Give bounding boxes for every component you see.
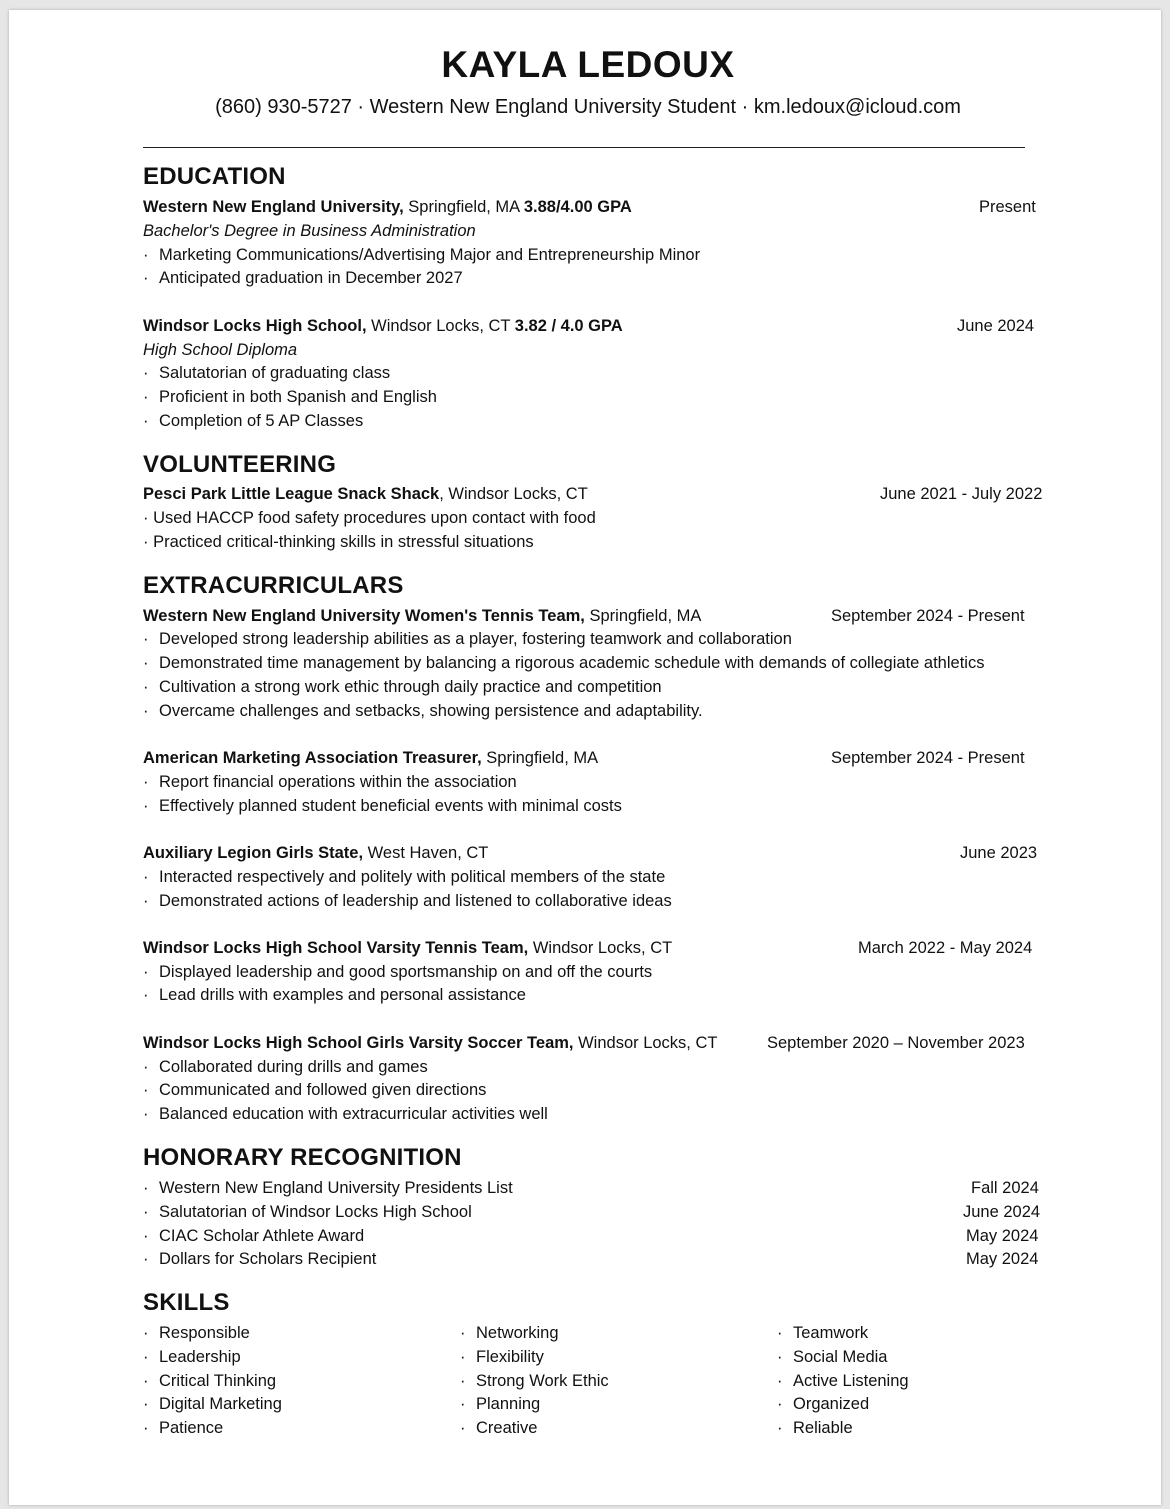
degree: Bachelor's Degree in Business Administration: [143, 222, 476, 240]
activity-org: Windsor Locks High School Varsity Tennis Team,: [143, 939, 529, 957]
bullet-icon: ·: [143, 1395, 149, 1413]
list-item: Proficient in both Spanish and English: [159, 388, 437, 406]
volunteering-heading: VOLUNTEERING: [143, 451, 337, 478]
skill-item: Teamwork: [793, 1324, 869, 1342]
skill-item: Active Listening: [793, 1372, 909, 1390]
skill-item: Networking: [476, 1324, 559, 1342]
honor-item: Salutatorian of Windsor Locks High School: [159, 1203, 472, 1221]
bullet-icon: ·: [143, 1081, 149, 1099]
bullet-icon: ·: [143, 630, 149, 648]
honor-item: Dollars for Scholars Recipient: [159, 1250, 377, 1268]
honor-item: Western New England University Presidents List: [159, 1179, 513, 1197]
skill-item: Critical Thinking: [159, 1372, 277, 1390]
bullet-icon: ·: [143, 269, 149, 287]
bullet-icon: ·: [143, 1105, 149, 1123]
bullet-icon: ·: [143, 1179, 149, 1197]
list-item: Completion of 5 AP Classes: [159, 412, 364, 430]
bullet-icon: ·: [777, 1348, 783, 1366]
school-name: Western New England University,: [143, 198, 404, 216]
bullet-icon: ·: [460, 1372, 466, 1390]
honor-item: CIAC Scholar Athlete Award: [159, 1227, 365, 1245]
activity-location: Windsor Locks, CT: [573, 1034, 718, 1052]
list-item: Cultivation a strong work ethic through daily practice and competition: [159, 678, 662, 696]
volunteer-org: Pesci Park Little League Snack Shack: [143, 485, 440, 503]
skill-item: Responsible: [159, 1324, 250, 1342]
bullet-icon: ·: [143, 773, 149, 791]
activity-date: June 2023: [960, 844, 1038, 862]
skill-item: Creative: [476, 1419, 538, 1437]
list-item: Demonstrated time management by balancing a rigorous academic schedule with demands of collegiate athletics: [159, 654, 985, 672]
activity-org: Western New England University Women's Tennis Team,: [143, 607, 585, 625]
list-item: · Practiced critical-thinking skills in stressful situations: [143, 533, 534, 551]
bullet-icon: ·: [143, 1372, 149, 1390]
bullet-icon: ·: [143, 1203, 149, 1221]
skills-heading: SKILLS: [143, 1289, 230, 1316]
bullet-icon: ·: [460, 1348, 466, 1366]
honor-date: May 2024: [966, 1227, 1039, 1245]
skill-item: Planning: [476, 1395, 541, 1413]
bullet-icon: ·: [143, 1227, 149, 1245]
bullet-icon: ·: [143, 963, 149, 981]
skill-item: Reliable: [793, 1419, 853, 1437]
skill-item: Social Media: [793, 1348, 888, 1366]
contact-line: (860) 930-5727 · Western New England University Student · km.ledoux@icloud.com: [215, 96, 961, 118]
honors-heading: HONORARY RECOGNITION: [143, 1144, 462, 1171]
list-item: Marketing Communications/Advertising Major and Entrepreneurship Minor: [159, 246, 701, 264]
activity-title: [143, 844, 1033, 863]
activity-org: Windsor Locks High School Girls Varsity Soccer Team,: [143, 1034, 574, 1052]
bullet-icon: ·: [143, 986, 149, 1004]
skill-item: Strong Work Ethic: [476, 1372, 609, 1390]
skill-item: Leadership: [159, 1348, 241, 1366]
volunteering-date: June 2021 - July 2022: [880, 485, 1043, 503]
school-location: Springfield, MA: [403, 198, 524, 216]
extracurriculars-heading: EXTRACURRICULARS: [143, 572, 404, 599]
honor-date: Fall 2024: [971, 1179, 1039, 1197]
list-item: Collaborated during drills and games: [159, 1058, 428, 1076]
activity-location: West Haven, CT: [363, 844, 489, 862]
education-entry-title: [143, 198, 1033, 217]
list-item: Displayed leadership and good sportsmanship on and off the courts: [159, 963, 653, 981]
list-item: Lead drills with examples and personal assistance: [159, 986, 526, 1004]
bullet-icon: ·: [143, 1058, 149, 1076]
skill-item: Patience: [159, 1419, 224, 1437]
school-name: Windsor Locks High School,: [143, 317, 367, 335]
skill-item: Flexibility: [476, 1348, 544, 1366]
list-item: Balanced education with extracurricular activities well: [159, 1105, 548, 1123]
bullet-icon: ·: [143, 1419, 149, 1437]
education-heading: EDUCATION: [143, 163, 286, 190]
education-date: June 2024: [957, 317, 1035, 335]
bullet-icon: ·: [143, 412, 149, 430]
list-item: Anticipated graduation in December 2027: [159, 269, 463, 287]
bullet-icon: ·: [460, 1324, 466, 1342]
bullet-icon: ·: [143, 246, 149, 264]
education-date: Present: [979, 198, 1036, 216]
bullet-icon: ·: [143, 654, 149, 672]
activity-date: September 2024 - Present: [831, 749, 1025, 767]
header-divider: [143, 147, 1025, 148]
bullet-icon: ·: [777, 1324, 783, 1342]
list-item: Communicated and followed given directions: [159, 1081, 487, 1099]
degree: High School Diploma: [143, 341, 298, 359]
education-entry-title: [143, 317, 1033, 336]
bullet-icon: ·: [143, 892, 149, 910]
bullet-icon: ·: [143, 678, 149, 696]
honor-date: June 2024: [963, 1203, 1041, 1221]
activity-date: September 2020 – November 2023: [767, 1034, 1025, 1052]
bullet-icon: ·: [143, 1324, 149, 1342]
bullet-icon: ·: [777, 1395, 783, 1413]
list-item: Effectively planned student beneficial events with minimal costs: [159, 797, 622, 815]
activity-location: Windsor Locks, CT: [528, 939, 673, 957]
list-item: Salutatorian of graduating class: [159, 364, 391, 382]
list-item: Overcame challenges and setbacks, showing persistence and adaptability.: [159, 702, 703, 720]
list-item: Report financial operations within the association: [159, 773, 517, 791]
bullet-icon: ·: [777, 1372, 783, 1390]
candidate-name: KAYLA LEDOUX: [441, 44, 735, 85]
bullet-icon: ·: [460, 1419, 466, 1437]
bullet-icon: ·: [143, 1250, 149, 1268]
skill-item: Organized: [793, 1395, 870, 1413]
bullet-icon: ·: [777, 1419, 783, 1437]
list-item: Developed strong leadership abilities as a player, fostering teamwork and collaboration: [159, 630, 792, 648]
skill-item: Digital Marketing: [159, 1395, 282, 1413]
bullet-icon: ·: [143, 702, 149, 720]
bullet-icon: ·: [143, 388, 149, 406]
bullet-icon: ·: [143, 1348, 149, 1366]
school-gpa: 3.82 / 4.0 GPA: [514, 317, 623, 335]
activity-org: Auxiliary Legion Girls State,: [143, 844, 364, 862]
activity-org: American Marketing Association Treasurer,: [143, 749, 482, 767]
resume-page: [9, 10, 1161, 1505]
volunteer-location: , Windsor Locks, CT: [439, 485, 588, 503]
activity-location: Springfield, MA: [584, 607, 702, 625]
activity-date: September 2024 - Present: [831, 607, 1025, 625]
list-item: Demonstrated actions of leadership and listened to collaborative ideas: [159, 892, 672, 910]
list-item: Interacted respectively and politely with political members of the state: [159, 868, 666, 886]
activity-date: March 2022 - May 2024: [858, 939, 1033, 957]
bullet-icon: ·: [143, 868, 149, 886]
school-location: Windsor Locks, CT: [366, 317, 515, 335]
list-item: · Used HACCP food safety procedures upon contact with food: [143, 509, 596, 527]
bullet-icon: ·: [143, 364, 149, 382]
activity-location: Springfield, MA: [481, 749, 599, 767]
honor-date: May 2024: [966, 1250, 1039, 1268]
bullet-icon: ·: [460, 1395, 466, 1413]
bullet-icon: ·: [143, 797, 149, 815]
school-gpa: 3.88/4.00 GPA: [523, 198, 632, 216]
